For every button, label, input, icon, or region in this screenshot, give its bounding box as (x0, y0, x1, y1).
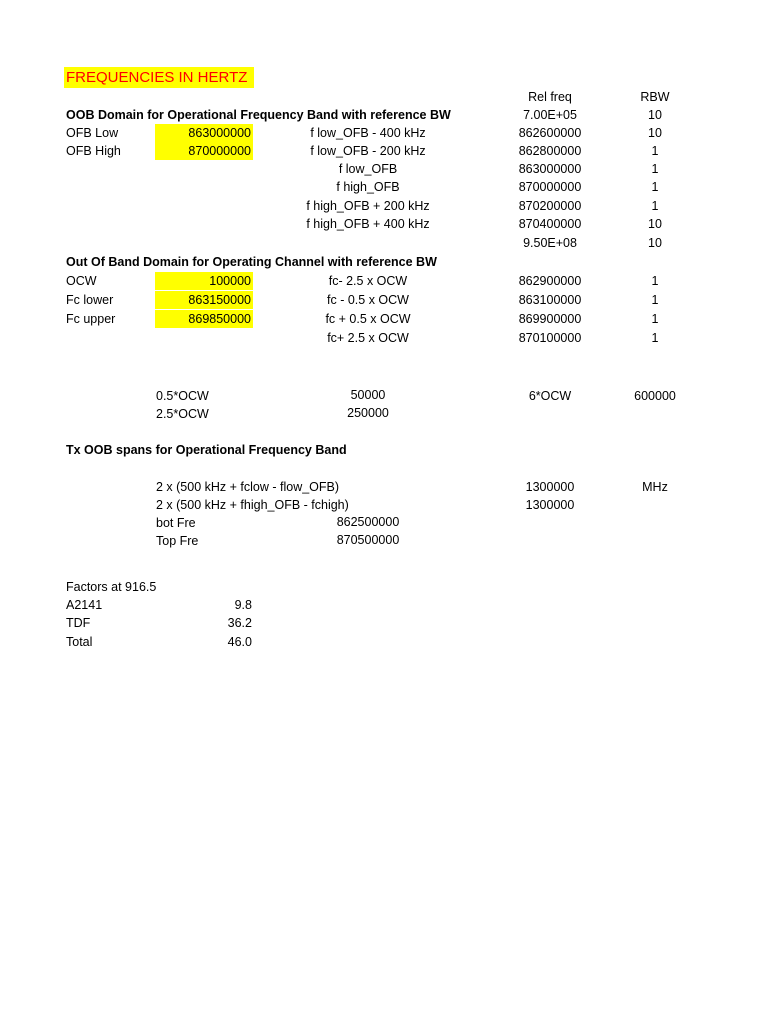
rbw-cell[interactable]: 10 (648, 126, 662, 140)
ocw-desc-cell[interactable]: fc- 2.5 x OCW (328, 274, 408, 288)
ofb-high-label[interactable]: OFB High (66, 144, 121, 158)
ofb-desc-cell[interactable]: f high_OFB + 200 kHz (306, 199, 430, 213)
rel-freq-cell[interactable]: 869900000 (518, 312, 582, 326)
rbw-cell[interactable]: 1 (651, 331, 659, 345)
bot-fre-label[interactable]: bot Fre (156, 516, 196, 530)
rbw-cell[interactable]: 1 (651, 293, 659, 307)
fc-lower-label[interactable]: Fc lower (66, 293, 114, 307)
rel-freq-cell[interactable]: 870400000 (518, 217, 582, 231)
factors-heading[interactable]: Factors at 916.5 (66, 580, 157, 594)
ofb-desc-cell[interactable]: f low_OFB (338, 162, 398, 176)
rbw-cell[interactable]: 1 (651, 312, 659, 326)
rbw-header[interactable]: RBW (640, 90, 670, 104)
half-ocw-value[interactable]: 50000 (350, 388, 386, 402)
ocw-value[interactable]: 100000 (155, 272, 253, 290)
ofb-desc-cell[interactable]: f high_OFB (336, 180, 400, 194)
ofb-low-value[interactable]: 863000000 (155, 124, 253, 142)
rbw-cell[interactable]: 1 (651, 144, 659, 158)
rel-freq-cell[interactable]: 863100000 (518, 293, 582, 307)
rel-freq-cell[interactable]: 862600000 (518, 126, 582, 140)
factor-label[interactable]: Total (66, 635, 93, 649)
rel-freq-cell[interactable]: 7.00E+05 (523, 108, 577, 122)
half-ocw-label[interactable]: 0.5*OCW (156, 389, 209, 403)
tx-oob-heading[interactable]: Tx OOB spans for Operational Frequency Band (66, 443, 347, 457)
ofb-desc-cell[interactable]: f low_OFB - 400 kHz (310, 126, 426, 140)
factor-value[interactable]: 46.0 (227, 635, 252, 649)
ocw-desc-cell[interactable]: fc + 0.5 x OCW (325, 312, 411, 326)
factor-label[interactable]: A2141 (66, 598, 103, 612)
rbw-cell[interactable]: 1 (651, 199, 659, 213)
factor-value[interactable]: 36.2 (227, 616, 252, 630)
rel-freq-header[interactable]: Rel freq (528, 90, 572, 104)
rel-freq-cell[interactable]: 862800000 (518, 144, 582, 158)
rbw-cell[interactable]: 10 (648, 217, 662, 231)
rel-freq-cell[interactable]: 870000000 (518, 180, 582, 194)
span-low-label[interactable]: 2 x (500 kHz + fclow - flow_OFB) (156, 480, 340, 494)
ocw-desc-cell[interactable]: fc+ 2.5 x OCW (327, 331, 409, 345)
bot-fre-value[interactable]: 862500000 (336, 515, 400, 529)
factor-label[interactable]: TDF (66, 616, 91, 630)
ofb-high-value[interactable]: 870000000 (155, 142, 253, 160)
span-high-value[interactable]: 1300000 (525, 498, 575, 512)
oob-ofb-heading[interactable]: OOB Domain for Operational Frequency Band with reference BW (66, 108, 451, 122)
rel-freq-cell[interactable]: 863000000 (518, 162, 582, 176)
rel-freq-cell[interactable]: 9.50E+08 (523, 236, 577, 250)
six-ocw-value[interactable]: 600000 (634, 389, 676, 403)
fc-upper-label[interactable]: Fc upper (66, 312, 116, 326)
ofb-desc-cell[interactable]: f high_OFB + 400 kHz (306, 217, 430, 231)
ocw-label[interactable]: OCW (66, 274, 97, 288)
two-half-ocw-label[interactable]: 2.5*OCW (156, 407, 209, 421)
oob-ocw-heading[interactable]: Out Of Band Domain for Operating Channel with reference BW (66, 255, 437, 269)
span-unit[interactable]: MHz (642, 480, 668, 494)
sheet-title[interactable]: FREQUENCIES IN HERTZ (64, 67, 254, 88)
rel-freq-cell[interactable]: 862900000 (518, 274, 582, 288)
span-low-value[interactable]: 1300000 (525, 480, 575, 494)
rbw-cell[interactable]: 1 (651, 274, 659, 288)
rbw-cell[interactable]: 1 (651, 162, 659, 176)
rbw-cell[interactable]: 10 (648, 108, 662, 122)
fc-lower-value[interactable]: 863150000 (155, 291, 253, 309)
six-ocw-label[interactable]: 6*OCW (528, 389, 572, 403)
ocw-desc-cell[interactable]: fc - 0.5 x OCW (327, 293, 409, 307)
fc-upper-value[interactable]: 869850000 (155, 310, 253, 328)
rbw-cell[interactable]: 1 (651, 180, 659, 194)
rbw-cell[interactable]: 10 (648, 236, 662, 250)
ofb-desc-cell[interactable]: f low_OFB - 200 kHz (310, 144, 426, 158)
rel-freq-cell[interactable]: 870200000 (518, 199, 582, 213)
rel-freq-cell[interactable]: 870100000 (518, 331, 582, 345)
top-fre-label[interactable]: Top Fre (156, 534, 199, 548)
top-fre-value[interactable]: 870500000 (336, 533, 400, 547)
span-high-label[interactable]: 2 x (500 kHz + fhigh_OFB - fchigh) (156, 498, 349, 512)
two-half-ocw-value[interactable]: 250000 (347, 406, 389, 420)
ofb-low-label[interactable]: OFB Low (66, 126, 119, 140)
factor-value[interactable]: 9.8 (234, 598, 252, 612)
